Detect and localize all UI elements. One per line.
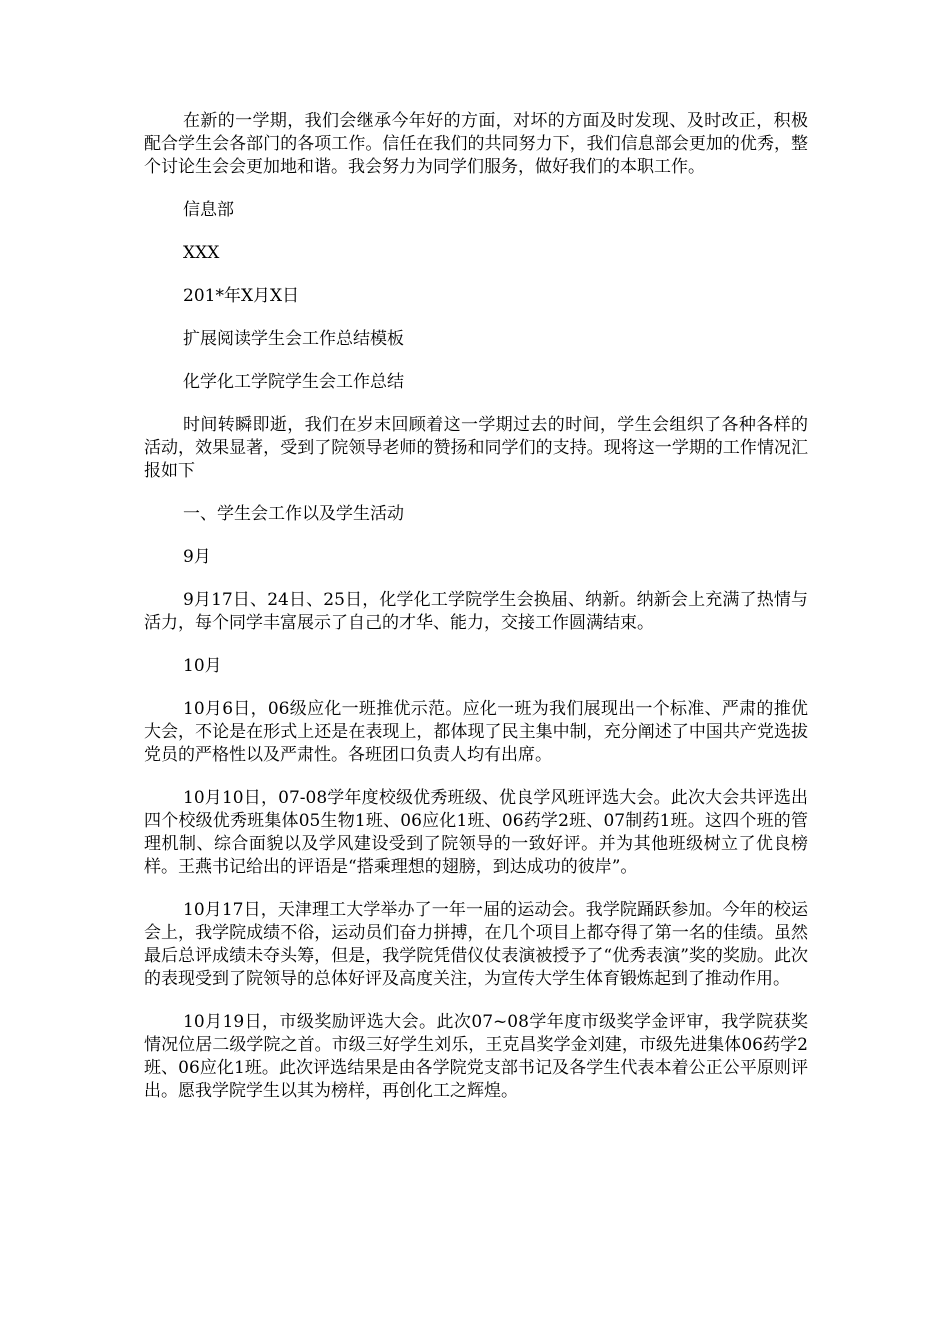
paragraph-closing: 在新的一学期，我们会继承今年好的方面，对坏的方面及时发现、及时改正，积极配合学生会各部门的各项工作。信任在我们的共同努力下，我们信息部会更加的优秀，整个讨论生会会更加地和谐。我会努力为同学们服务，做好我们的本职工作。: [144, 111, 808, 177]
month-heading-september: 9月: [183, 547, 211, 567]
signature-date: 201*年X月X日: [183, 286, 300, 306]
paragraph-october-6: 10月6日，06级应化一班推优示范。应化一班为我们展现出一个标准、严肃的推优大会，不论是在形式上还是在表现上，都体现了民主集中制，充分阐述了中国共产党选拔党员的严格性以及严肃性。各班团口负责人均有出席。: [144, 699, 808, 765]
signature-name: XXX: [183, 243, 220, 263]
section-heading-1: 一、学生会工作以及学生活动: [183, 504, 404, 524]
extended-reading-heading: 扩展阅读学生会工作总结模板: [183, 329, 404, 349]
paragraph-october-19: 10月19日，市级奖励评选大会。此次07~08学年度市级奖学金评审，我学院获奖情况位居二级学院之首。市级三好学生刘乐，王克昌奖学金刘建，市级先进集体06药学2班、06应化1班。此次评选结果是由各学院党支部书记及各学生代表本着公正公平原则评出。愿我学院学生以其为榜样，再创化工之辉煌。: [144, 1012, 808, 1101]
signature-department: 信息部: [183, 200, 234, 220]
document-title: 化学化工学院学生会工作总结: [183, 372, 404, 392]
month-heading-october: 10月: [183, 656, 222, 676]
paragraph-intro: 时间转瞬即逝，我们在岁末回顾着这一学期过去的时间，学生会组织了各种各样的活动，效果显著，受到了院领导老师的赞扬和同学们的支持。现将这一学期的工作情况汇报如下: [144, 415, 808, 481]
paragraph-october-10: 10月10日，07-08学年度校级优秀班级、优良学风班评选大会。此次大会共评选出四个校级优秀班集体05生物1班、06应化1班、06药学2班、07制药1班。这四个班的管理机制、综合面貌以及学风建设受到了院领导的一致好评。并为其他班级树立了优良榜样。王燕书记给出的评语是“搭乘理想的翅膀，到达成功的彼岸”。: [144, 788, 808, 877]
document-page: [144, 110, 808, 1123]
paragraph-october-17: 10月17日，天津理工大学举办了一年一届的运动会。我学院踊跃参加。今年的校运会上，我学院成绩不俗，运动员们奋力拼搏，在几个项目上都夺得了第一名的佳绩。虽然最后总评成绩未夺头筹，但是，我学院凭借仪仗表演被授予了“优秀表演”奖的奖励。此次的表现受到了院领导的总体好评及高度关注，为宣传大学生体育锻炼起到了推动作用。: [144, 900, 808, 989]
paragraph-september: 9月17日、24日、25日，化学化工学院学生会换届、纳新。纳新会上充满了热情与活力，每个同学丰富展示了自己的才华、能力，交接工作圆满结束。: [144, 590, 808, 633]
